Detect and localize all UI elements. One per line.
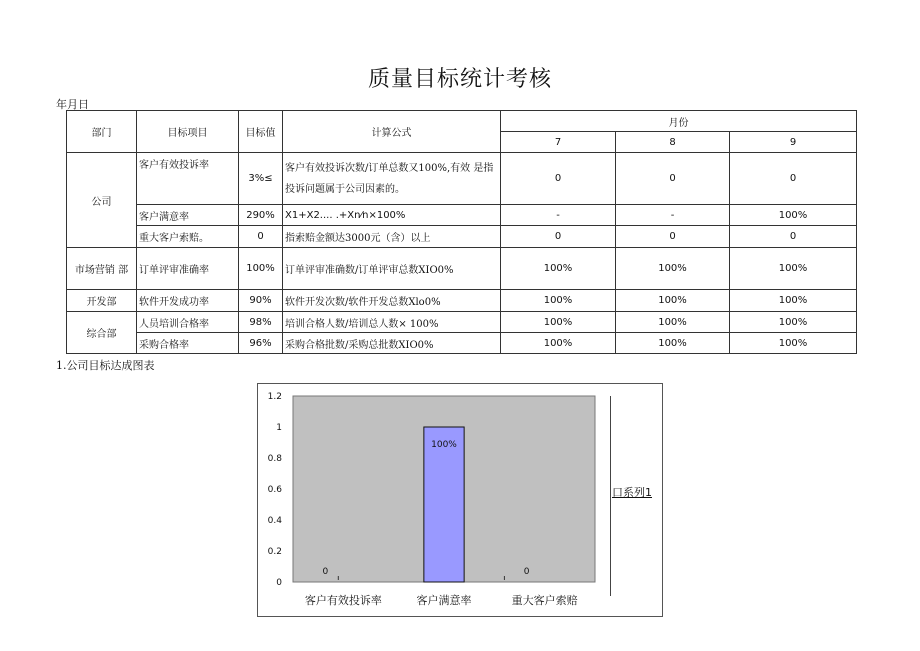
header-month: 月份 — [501, 111, 857, 132]
target-cell: 96% — [239, 333, 283, 354]
value-cell: 100% — [501, 312, 616, 333]
header-month-9: 9 — [730, 132, 857, 153]
table-row — [67, 205, 857, 226]
item-cell: 订单评审准确率 — [137, 248, 239, 290]
bar — [424, 427, 464, 582]
y-tick-label: 0.2 — [267, 547, 282, 557]
value-cell: 0 — [730, 226, 857, 248]
y-tick-label: 1 — [276, 423, 282, 433]
value-cell: 100% — [501, 248, 616, 290]
item-cell: 重大客户索赔。 — [137, 226, 239, 248]
table-row — [67, 248, 857, 290]
item-cell: 客户有效投诉率 — [137, 153, 239, 205]
target-cell: 100% — [239, 248, 283, 290]
quality-table — [66, 110, 857, 354]
item-cell: 软件开发成功率 — [137, 290, 239, 312]
value-cell: 0 — [616, 226, 730, 248]
item-cell: 采购合格率 — [137, 333, 239, 354]
target-cell: 0 — [239, 226, 283, 248]
value-cell: 100% — [501, 333, 616, 354]
chart-svg — [258, 384, 662, 616]
x-tick-label: 客户满意率 — [416, 594, 472, 607]
item-cell: 人员培训合格率 — [137, 312, 239, 333]
value-cell: 100% — [730, 290, 857, 312]
dept-cell: 开发部 — [67, 290, 137, 312]
data-label: 100% — [431, 440, 457, 450]
target-cell: 290% — [239, 205, 283, 226]
target-chart — [257, 383, 663, 617]
formula-cell: 培训合格人数/培训总人数× 100% — [283, 312, 501, 333]
header-month-8: 8 — [616, 132, 730, 153]
table-row — [67, 226, 857, 248]
formula-cell: 采购合格批数/采购总批数XIO0% — [283, 333, 501, 354]
value-cell: - — [501, 205, 616, 226]
x-tick-label: 客户有效投诉率 — [304, 594, 382, 607]
value-cell: 100% — [616, 290, 730, 312]
value-cell: - — [616, 205, 730, 226]
formula-cell: 订单评审准确数/订单评审总数XIO0% — [283, 248, 501, 290]
table-row — [67, 153, 857, 205]
formula-cell: X1+X2.... .+Xn⁄n×100% — [283, 205, 501, 226]
target-cell: 3%≤ — [239, 153, 283, 205]
header-formula: 计算公式 — [283, 111, 501, 153]
header-target: 目标值 — [239, 111, 283, 153]
value-cell: 100% — [616, 333, 730, 354]
formula-cell: 指索赔金额达3000元（含）以上 — [283, 226, 501, 248]
target-cell: 98% — [239, 312, 283, 333]
table-row — [67, 312, 857, 333]
page-title: 质量目标统计考核 — [367, 67, 552, 92]
y-tick-label: 1.2 — [267, 392, 282, 402]
dept-cell: 综合部 — [67, 312, 137, 354]
data-label: 0 — [523, 567, 530, 577]
header-month-7: 7 — [501, 132, 616, 153]
chart-legend: 口系列1 — [612, 486, 652, 499]
value-cell: 0 — [730, 153, 857, 205]
item-cell: 客户满意率 — [137, 205, 239, 226]
section-title: 1.公司目标达成图表 — [56, 359, 155, 372]
value-cell: 0 — [616, 153, 730, 205]
dept-cell: 公司 — [67, 153, 137, 248]
target-cell: 90% — [239, 290, 283, 312]
formula-cell: 客户有效投诉次数/订单总数又100%,有效 是指投诉问题属于公司因素的。 — [283, 153, 501, 205]
value-cell: 0 — [501, 153, 616, 205]
header-item: 目标项目 — [137, 111, 239, 153]
y-tick-label: 0.6 — [267, 485, 282, 495]
table-row — [67, 290, 857, 312]
value-cell: 100% — [616, 312, 730, 333]
y-tick-label: 0 — [276, 578, 282, 588]
value-cell: 100% — [616, 248, 730, 290]
y-tick-label: 0.8 — [267, 454, 282, 464]
y-tick-label: 0.4 — [267, 516, 282, 526]
value-cell: 100% — [501, 290, 616, 312]
value-cell: 100% — [730, 248, 857, 290]
table-row — [67, 333, 857, 354]
header-dept: 部门 — [67, 111, 137, 153]
value-cell: 100% — [730, 333, 857, 354]
date-label: 年月日 — [56, 98, 89, 111]
value-cell: 0 — [501, 226, 616, 248]
x-tick-label: 重大客户索赔 — [511, 594, 578, 607]
legend-divider — [610, 396, 611, 596]
value-cell: 100% — [730, 312, 857, 333]
data-label: 0 — [322, 567, 329, 577]
dept-cell: 市场营销 部 — [67, 248, 137, 290]
formula-cell: 软件开发次数/软件开发总数Xlo0% — [283, 290, 501, 312]
value-cell: 100% — [730, 205, 857, 226]
